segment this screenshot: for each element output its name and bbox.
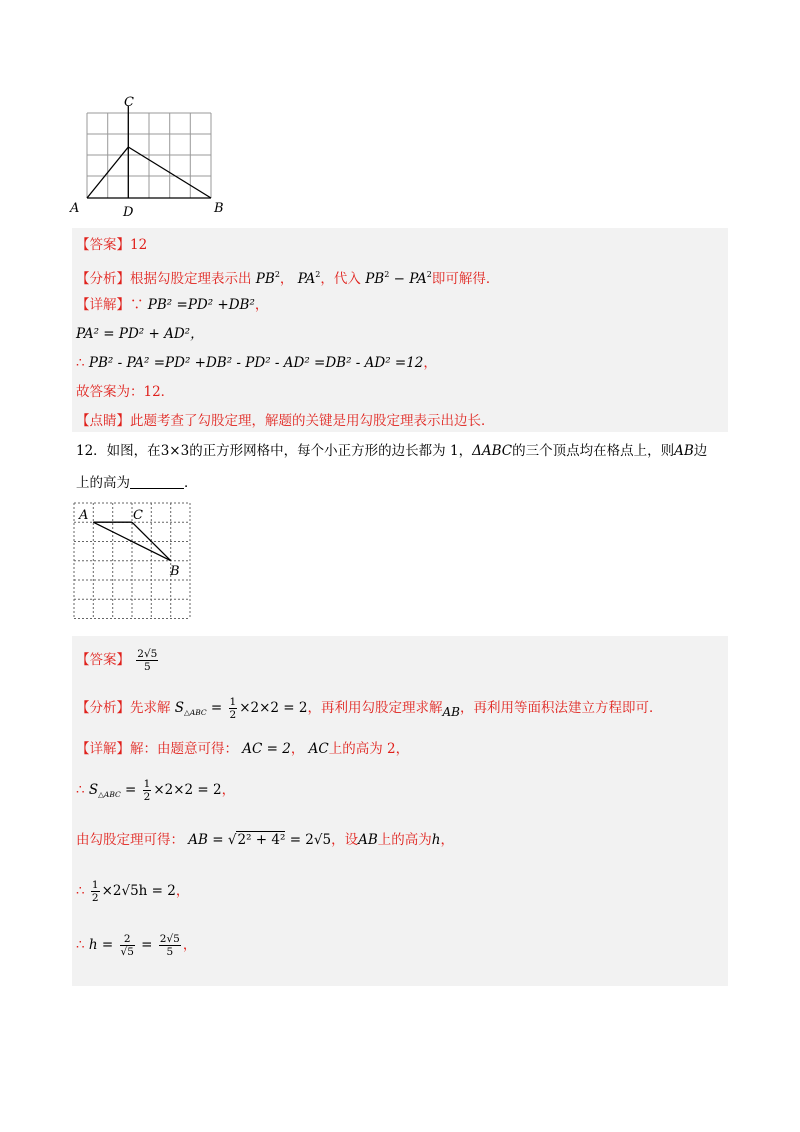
question-12-line-1 (76, 442, 728, 460)
grid-lines (87, 113, 211, 198)
question-text-3: 边 (693, 443, 708, 459)
detail-12-pythagoras: 由勾股定理可得： AB = √2² + 4² = 2√5，设AB上的高为h， (76, 832, 454, 848)
detail-11 (76, 296, 728, 314)
area-end: ， (221, 782, 236, 798)
area-subscript: △ABC (184, 708, 207, 717)
detail-12-area (76, 776, 728, 809)
detail-equation-3: PB² - PA² =PD² +DB² - PD² - AD² =DB² - AD² =12 (88, 355, 424, 371)
analysis-tag: 【分析】 (76, 700, 130, 716)
grid-expression: 3×3 (160, 443, 190, 459)
analysis-text-2: ，代入 (320, 271, 361, 287)
pythagoras-rhs: = 2√5 (289, 832, 332, 848)
analysis-formula: ×2×2 = 2 (239, 700, 308, 716)
area-symbol: S (174, 700, 185, 716)
figure-dotted-grid-triangle (70, 500, 194, 622)
answer-numerator: 2√5 (137, 648, 158, 660)
pythagoras-text: 由勾股定理可得： (76, 832, 184, 848)
because-symbol: ∵ (130, 297, 144, 313)
detail-ac-2: AC (308, 741, 329, 757)
therefore-symbol-2: ∴ (76, 883, 85, 899)
detail-ac: AC = 2 (242, 741, 291, 757)
analysis-sep: ， (279, 271, 294, 287)
analysis-equals: = (210, 700, 223, 716)
pythagoras-end: ， (440, 832, 454, 848)
detail-12-line-1 (76, 740, 728, 758)
h-denominator-2: 5 (166, 946, 174, 958)
eq-half-numerator: 1 (91, 879, 99, 891)
pythagoras-text-2: ，设 (331, 832, 359, 848)
analysis-pb: PB (255, 271, 275, 287)
area-half-denominator: 2 (143, 791, 151, 803)
point-b-label: B (170, 564, 180, 579)
h-numerator-2: 2√5 (159, 933, 180, 945)
analysis-text: 根据勾股定理表示出 (130, 271, 252, 287)
detail-sep: ， (290, 741, 305, 757)
analysis-11: 【分析】根据勾股定理表示出 $PB^2$， $PA^2$，代入 $PB^2 - PA^2$即可解得． (76, 270, 500, 287)
h-lhs: h = (88, 937, 114, 953)
detail-tag: 【详解】 (76, 741, 130, 757)
comment-text: 此题考查了勾股定理，解题的关键是用勾股定理表示出边长． (130, 413, 495, 429)
side-ab: AB (674, 443, 694, 459)
eq-half-denominator: 2 (91, 892, 99, 904)
detail-equation-1: PB² =PD² +DB² (147, 297, 255, 313)
h-equals: = (141, 937, 153, 953)
question-12-line-2 (76, 474, 728, 492)
pythagoras-h: h (431, 832, 441, 848)
comment-tag: 【点睛】 (76, 413, 130, 429)
analysis-expr-minus: − (389, 271, 410, 287)
point-d-label: D (123, 205, 134, 220)
conclusion-11: 故答案为：12． (76, 384, 175, 400)
question-number: 12．如图，在 (76, 443, 161, 459)
answer-denominator: 5 (143, 661, 151, 673)
dotted-grid (74, 503, 190, 619)
answer-blank (130, 474, 184, 489)
question-text-2: 的三个顶点均在格点上，则 (512, 443, 675, 459)
point-b-label: B (214, 201, 224, 216)
detail-12-solve-h (76, 928, 728, 962)
half-numerator: 1 (229, 696, 237, 708)
therefore-symbol-3: ∴ (76, 937, 85, 953)
analysis-text-3: 即可解得． (431, 271, 500, 287)
analysis-tag: 【分析】 (76, 271, 130, 287)
comment-11 (76, 412, 728, 430)
analysis-ab: AB (442, 705, 460, 719)
area-subscript-2: △ABC (98, 790, 121, 799)
detail-12-equation-h (76, 876, 728, 906)
answer-11 (76, 236, 728, 254)
pythagoras-text-3: 上的高为 (377, 832, 432, 848)
area-half-numerator: 1 (143, 778, 151, 790)
detail-equation-3-line (76, 354, 728, 372)
answer-tag: 【答案】 (76, 652, 130, 668)
eq3-end: ， (423, 355, 437, 371)
analysis-pa: PA (297, 271, 316, 287)
figure-right-triangle-grid (66, 92, 242, 220)
area-equals: = (125, 782, 137, 798)
pythagoras-ab: AB (358, 832, 378, 848)
detail-text-1: 解：由题意可得： (130, 741, 238, 757)
area-formula: ×2×2 = 2 (153, 782, 222, 798)
equation-h: ×2√5h = 2 (101, 883, 176, 899)
detail-equation-2: PA² = PD² + AD²， (76, 326, 204, 342)
analysis-text-2: ，再利用勾股定理求解 (307, 700, 443, 716)
therefore-symbol: ∴ (76, 355, 85, 371)
h-denominator-1: √5 (120, 946, 134, 958)
point-c-label: C (133, 508, 143, 523)
point-a-label: A (79, 508, 89, 523)
half-denominator: 2 (229, 709, 237, 721)
equation-h-end: ， (175, 883, 190, 899)
h-numerator-1: 2 (120, 933, 135, 946)
pythagoras-radicand: 2² + 4² (237, 832, 286, 848)
answer-tag: 【答案】 (76, 237, 130, 253)
analysis-12 (76, 694, 728, 727)
point-c-label: C (124, 95, 134, 110)
detail-tag: 【详解】 (76, 297, 130, 313)
detail-text-2: 上的高为 2， (328, 741, 410, 757)
question-line-2: 上的高为 (76, 475, 130, 491)
analysis-text-1: 先求解 (130, 700, 171, 716)
analysis-expr-b: PA (409, 271, 427, 287)
detail-comma: ， (254, 297, 269, 313)
pythagoras-lhs: AB = (188, 832, 224, 848)
area-symbol-2: S (88, 782, 99, 798)
triangle-symbol: ΔABC (472, 443, 513, 459)
therefore-symbol: ∴ (76, 782, 85, 798)
point-a-label: A (70, 201, 80, 216)
question-end: ． (184, 475, 198, 491)
question-text-1: 的正方形网格中，每个小正方形的边长都为 1， (189, 443, 473, 459)
answer-value: 12 (130, 237, 148, 253)
h-end: ， (182, 937, 197, 953)
analysis-text-3: ，再利用等面积法建立方程即可． (460, 700, 663, 716)
answer-12 (76, 646, 728, 674)
analysis-expr-a: PB (365, 271, 385, 287)
